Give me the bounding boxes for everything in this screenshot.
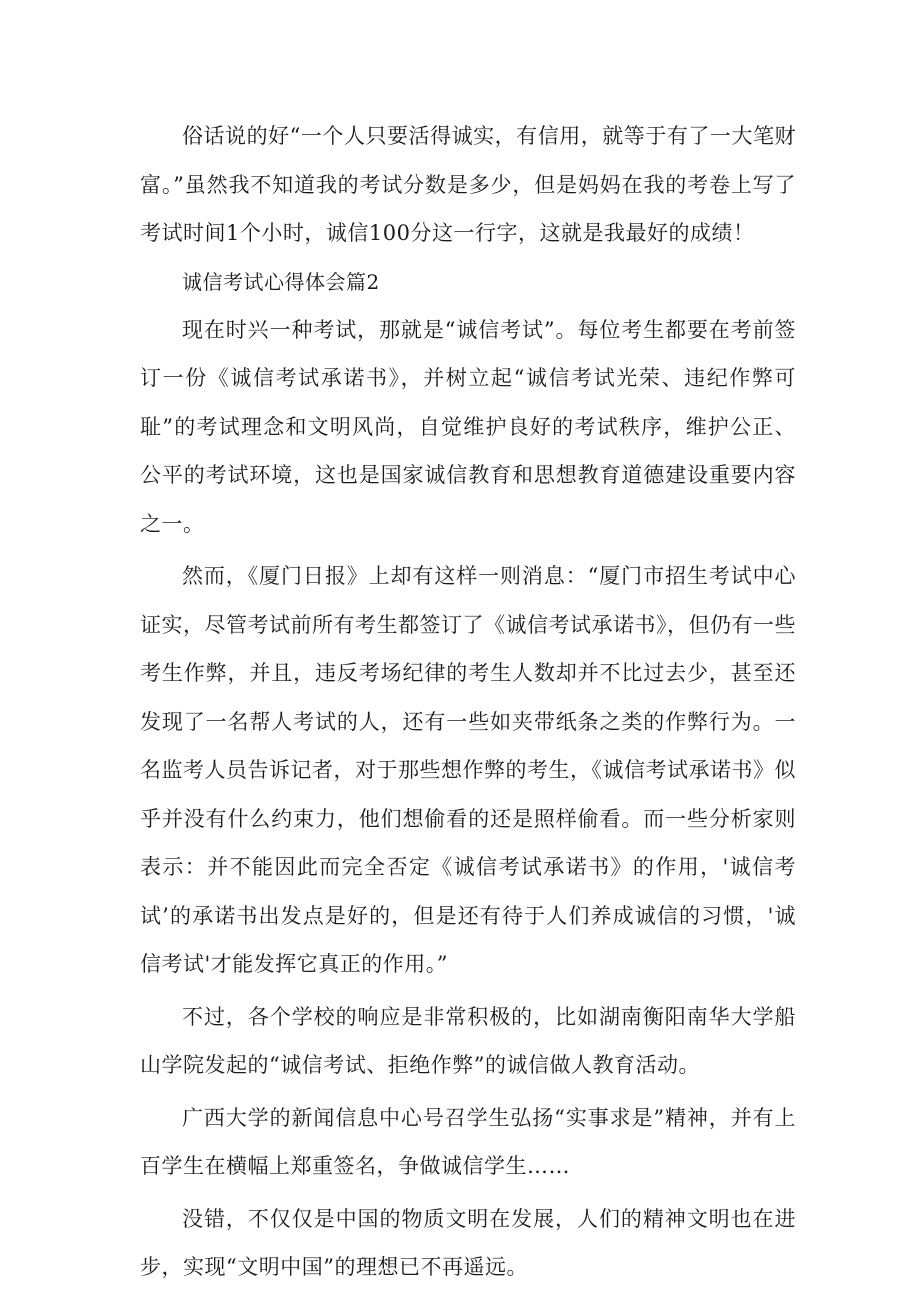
document-body [140,112,796,1292]
paragraph-xiamen-news: 然而，《厦门日报》上却有这样一则消息：“厦门市招生考试中心证实，尽管考试前所有考生都签订了《诚信考试承诺书》，但仍有一些考生作弊，并且，违反考场纪律的考生人数却并不比过去少，甚至还发现了一名帮人考试的人，还有一些如夹带纸条之类的作弊行为。一名监考人员告诉记者，对于那些想作弊的考生，《诚信考试承诺书》似乎并没有什么约束力，他们想偷看的还是照样偷看。而一些分析家则表示：并不能因此而完全否定《诚信考试承诺书》的作用，'诚信考试’的承诺书出发点是好的，但是还有待于人们养成诚信的习惯，'诚信考试'才能发挥它真正的作用。” [140,564,796,976]
paragraph-conclusion: 没错，不仅仅是中国的物质文明在发展，人们的精神文明也在进步，实现“文明中国”的理想已不再遥远。 [140,1206,796,1279]
paragraph-guangxi-university: 广西大学的新闻信息中心号召学生弘扬“实事求是”精神，并有上百学生在横幅上郑重签名，争做诚信学生…… [140,1105,796,1178]
paragraph-school-response: 不过，各个学校的响应是非常积极的，比如湖南衡阳南华大学船山学院发起的“诚信考试、拒绝作弊”的诚信做人教育活动。 [140,1004,796,1077]
paragraph-honesty-quote: 俗话说的好“一个人只要活得诚实，有信用，就等于有了一大笔财富。”虽然我不知道我的考试分数是多少，但是妈妈在我的考卷上写了考试时间1个小时，诚信100分这一行字，这就是我最好的成绩！ [140,124,796,245]
paragraph-honesty-exam-intro: 现在时兴一种考试，那就是“诚信考试”。每位考生都要在考前签订一份《诚信考试承诺书》，并树立起“诚信考试光荣、违纪作弊可耻”的考试理念和文明风尚，自觉维护良好的考试秩序，维护公正、公平的考试环境，这也是国家诚信教育和思想教育道德建设重要内容之一。 [140,317,796,536]
section-heading: 诚信考试心得体会篇2 [182,269,380,294]
